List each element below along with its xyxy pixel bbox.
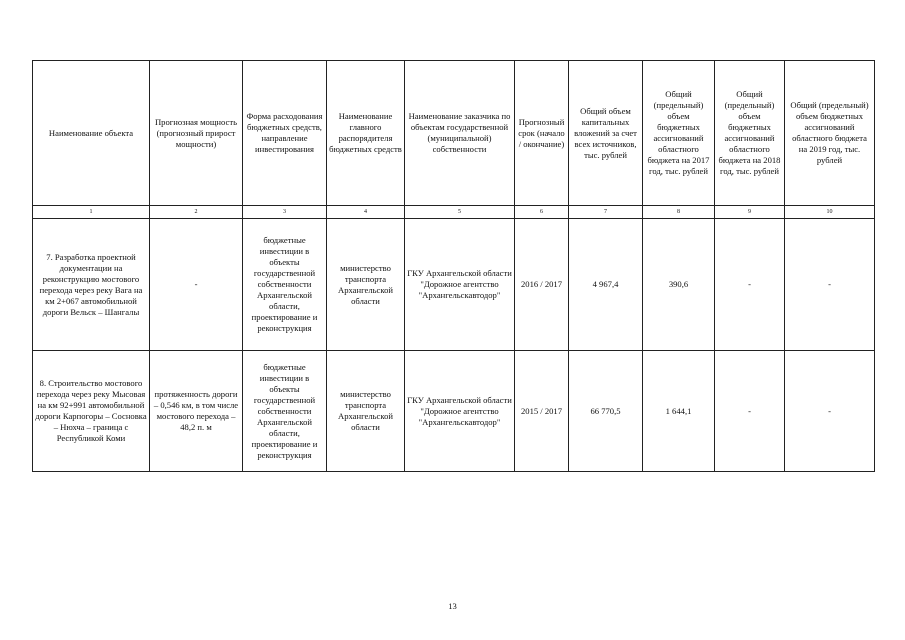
header-capacity: Прогнозная мощность (прогнозный прирост мощности) — [150, 61, 243, 206]
header-term: Прогнозный срок (начало / окончание) — [515, 61, 569, 206]
customer-cell: ГКУ Архангельской области "Дорожное агентство "Архангельскавтодор" — [405, 219, 515, 351]
column-number: 8 — [643, 206, 715, 219]
header-budget-manager: Наименование главного распорядителя бюджетных средств — [327, 61, 405, 206]
budget-2017-cell: 390,6 — [643, 219, 715, 351]
column-number: 5 — [405, 206, 515, 219]
budget-2019-cell: - — [785, 219, 875, 351]
term-cell: 2015 / 2017 — [515, 351, 569, 472]
header-object-name: Наименование объекта — [33, 61, 150, 206]
column-number: 3 — [243, 206, 327, 219]
header-spending-form: Форма расходования бюджетных средств, направление инвестирования — [243, 61, 327, 206]
customer-cell: ГКУ Архангельской области "Дорожное агентство "Архангельскавтодор" — [405, 351, 515, 472]
budget-2018-cell: - — [715, 219, 785, 351]
column-number: 9 — [715, 206, 785, 219]
total-investment-cell: 4 967,4 — [569, 219, 643, 351]
header-customer: Наименование заказчика по объектам государственной (муниципальной) собственности — [405, 61, 515, 206]
column-number-row — [33, 206, 875, 219]
budget-2018-cell: - — [715, 351, 785, 472]
column-number: 2 — [150, 206, 243, 219]
budget-manager-cell: министерство транспорта Архангельской области — [327, 351, 405, 472]
column-number: 6 — [515, 206, 569, 219]
column-number: 10 — [785, 206, 875, 219]
header-budget-2017: Общий (предельный) объем бюджетных ассигнований областного бюджета на 2017 год, тыс. рублей — [643, 61, 715, 206]
object-name-cell: 8. Строительство мостового перехода через реку Мысовая на км 92+991 автомобильной дороги Карпогоры – Сосновка – Нюхча – граница с Республикой Коми — [33, 351, 150, 472]
column-number: 4 — [327, 206, 405, 219]
budget-2019-cell: - — [785, 351, 875, 472]
budget-2017-cell: 1 644,1 — [643, 351, 715, 472]
capacity-cell: протяженность дороги – 0,546 км, в том числе мостового перехода – 48,2 п. м — [150, 351, 243, 472]
column-number: 1 — [33, 206, 150, 219]
total-investment-cell: 66 770,5 — [569, 351, 643, 472]
investment-table — [32, 60, 875, 472]
spending-form-cell: бюджетные инвестиции в объекты государственной собственности Архангельской области, проектирование и реконструкция — [243, 219, 327, 351]
header-budget-2018: Общий (предельный) объем бюджетных ассигнований областного бюджета на 2018 год, тыс. рублей — [715, 61, 785, 206]
object-name-cell: 7. Разработка проектной документации на реконструкцию мостового перехода через реку Вага на км 2+067 автомобильной дороги Вельск – Шангалы — [33, 219, 150, 351]
column-number: 7 — [569, 206, 643, 219]
header-budget-2019: Общий (предельный) объем бюджетных ассигнований областного бюджета на 2019 год, тыс. рублей — [785, 61, 875, 206]
table-row — [33, 351, 875, 472]
table-header-row — [33, 61, 875, 206]
spending-form-cell: бюджетные инвестиции в объекты государственной собственности Архангельской области, проектирование и реконструкция — [243, 351, 327, 472]
budget-manager-cell: министерство транспорта Архангельской области — [327, 219, 405, 351]
term-cell: 2016 / 2017 — [515, 219, 569, 351]
capacity-cell: - — [150, 219, 243, 351]
page-number: 13 — [448, 601, 457, 611]
header-total-investment: Общий объем капитальных вложений за счет всех источников, тыс. рублей — [569, 61, 643, 206]
table-row — [33, 219, 875, 351]
